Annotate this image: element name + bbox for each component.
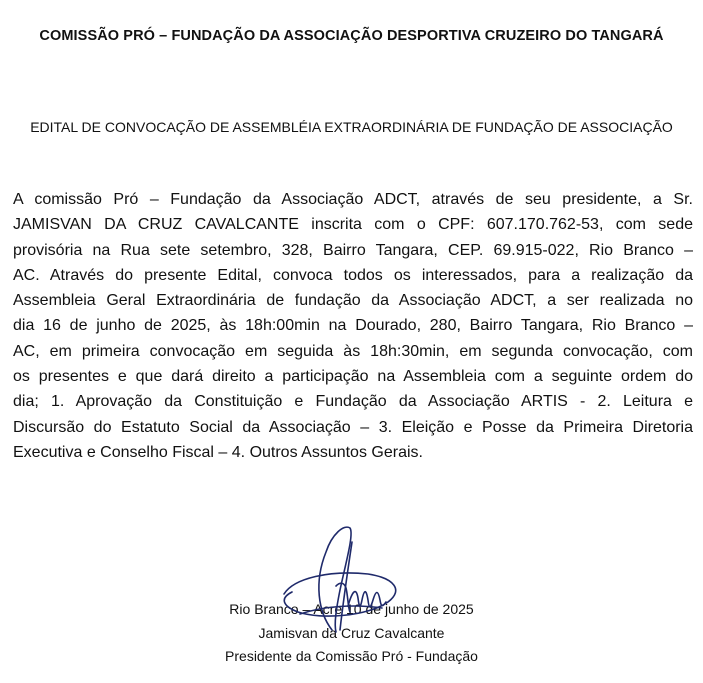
place-date: Rio Branco – Acre 10 de junho de 2025 <box>229 601 474 617</box>
body-line: Discursão do Estatuto Social da Associação – 3. Eleição e Posse da Primeira Diretoria <box>13 418 693 436</box>
signatory-name: Jamisvan da Cruz Cavalcante <box>258 624 445 641</box>
body-line: A comissão Pró – Fundação da Associação ADCT, através de seu presidente, a Sr. <box>13 191 693 208</box>
document-title: COMISSÃO PRÓ – FUNDAÇÃO DA ASSOCIAÇÃO DESPORTIVA CRUZEIRO DO TANGARÁ <box>39 28 664 44</box>
edital-body <box>13 187 693 465</box>
body-line: dia; 1. Aprovação da Constituição e Fundação da Associação ARTIS - 2. Leitura e <box>13 393 693 411</box>
body-line: provisória na Rua sete setembro, 328, Bairro Tangara, CEP. 69.915-022, Rio Branco – <box>13 241 693 259</box>
body-line: JAMISVAN DA CRUZ CAVALCANTE inscrita com o CPF: 607.170.762-53, com sede <box>13 216 693 234</box>
closing-block <box>0 598 703 669</box>
body-line: Assembleia Geral Extraordinária de fundação da Associação ADCT, a ser realizada no <box>13 292 693 310</box>
body-line: os presentes e que dará direito a participação na Assembleia com a seguinte ordem do <box>13 368 693 386</box>
signatory-role: Presidente da Comissão Pró - Fundação <box>225 648 478 664</box>
document-subtitle: EDITAL DE CONVOCAÇÃO DE ASSEMBLÉIA EXTRAORDINÁRIA DE FUNDAÇÃO DE ASSOCIAÇÃO <box>30 119 673 135</box>
body-line: Executiva e Conselho Fiscal – 4. Outros Assuntos Gerais. <box>13 443 423 461</box>
body-line: dia 16 de junho de 2025, às 18h:00min na Dourado, 280, Bairro Tangara, Rio Branco – <box>13 317 693 335</box>
body-line: AC, em primeira convocação em seguida às 18h:30min, em segunda convocação, com <box>13 342 693 360</box>
body-line: AC. Através do presente Edital, convoca todos os interessados, para a realização da <box>13 266 693 284</box>
